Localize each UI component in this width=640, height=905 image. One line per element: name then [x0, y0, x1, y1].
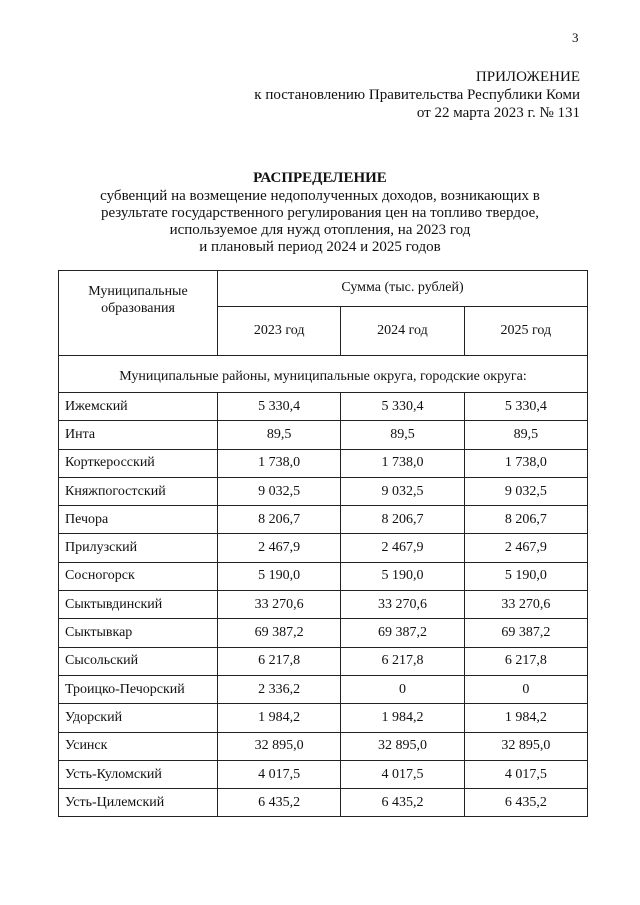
- value-2023: 8 206,7: [218, 506, 341, 534]
- table-row: [59, 647, 588, 675]
- table-row: [59, 477, 588, 505]
- value-2024: 89,5: [341, 421, 464, 449]
- value-2023: 6 217,8: [218, 647, 341, 675]
- value-2023: 5 330,4: [218, 393, 341, 421]
- header-year-2024: 2024 год: [341, 306, 464, 355]
- value-2024: 0: [341, 675, 464, 703]
- value-2024: 32 895,0: [341, 732, 464, 760]
- value-2024: 2 467,9: [341, 534, 464, 562]
- distribution-table: [58, 270, 588, 817]
- value-2024: 1 738,0: [341, 449, 464, 477]
- value-2023: 2 467,9: [218, 534, 341, 562]
- table-row: [59, 506, 588, 534]
- table-row: [59, 675, 588, 703]
- value-2025: 1 984,2: [464, 704, 587, 732]
- municipality-name: Прилузский: [59, 534, 218, 562]
- header-year-2025: 2025 год: [464, 306, 587, 355]
- municipality-name: Сыктывдинский: [59, 591, 218, 619]
- appendix-label: ПРИЛОЖЕНИЕ: [475, 69, 580, 85]
- value-2024: 6 217,8: [341, 647, 464, 675]
- page-number: 3: [572, 30, 579, 45]
- municipality-name: Усть-Куломский: [59, 760, 218, 788]
- value-2023: 1 738,0: [218, 449, 341, 477]
- value-2024: 69 387,2: [341, 619, 464, 647]
- municipality-name: Ижемский: [59, 393, 218, 421]
- value-2024: 1 984,2: [341, 704, 464, 732]
- value-2025: 2 467,9: [464, 534, 587, 562]
- value-2023: 1 984,2: [218, 704, 341, 732]
- value-2024: 5 330,4: [341, 393, 464, 421]
- table-row: [59, 421, 588, 449]
- header-municipalities: Муниципальные образования: [59, 271, 218, 356]
- title-line-1: субвенций на возмещение недополученных доходов, возникающих в: [100, 188, 540, 204]
- table-row: [59, 534, 588, 562]
- table-row: [59, 591, 588, 619]
- value-2025: 32 895,0: [464, 732, 587, 760]
- appendix-header: [254, 68, 580, 122]
- value-2024: 6 435,2: [341, 789, 464, 817]
- value-2025: 5 330,4: [464, 393, 587, 421]
- value-2023: 32 895,0: [218, 732, 341, 760]
- value-2023: 4 017,5: [218, 760, 341, 788]
- municipality-name: Троицко-Печорский: [59, 675, 218, 703]
- document-title: [0, 170, 640, 256]
- table-row: [59, 562, 588, 590]
- table-row: [59, 789, 588, 817]
- appendix-resolution: к постановлению Правительства Республики Коми: [254, 87, 580, 103]
- value-2025: 89,5: [464, 421, 587, 449]
- value-2023: 33 270,6: [218, 591, 341, 619]
- table-row: [59, 704, 588, 732]
- title-line-4: и плановый период 2024 и 2025 годов: [199, 239, 441, 255]
- title-line-2: результате государственного регулирования цен на топливо твердое,: [100, 205, 540, 221]
- municipality-name: Усинск: [59, 732, 218, 760]
- value-2023: 6 435,2: [218, 789, 341, 817]
- value-2025: 1 738,0: [464, 449, 587, 477]
- table-row: [59, 760, 588, 788]
- municipality-name: Усть-Цилемский: [59, 789, 218, 817]
- value-2025: 33 270,6: [464, 591, 587, 619]
- value-2024: 4 017,5: [341, 760, 464, 788]
- municipality-name: Инта: [59, 421, 218, 449]
- value-2023: 9 032,5: [218, 477, 341, 505]
- value-2025: 8 206,7: [464, 506, 587, 534]
- value-2025: 9 032,5: [464, 477, 587, 505]
- value-2023: 89,5: [218, 421, 341, 449]
- municipality-name: Княжпогостский: [59, 477, 218, 505]
- municipality-name: Корткеросский: [59, 449, 218, 477]
- value-2025: 6 217,8: [464, 647, 587, 675]
- table-row: [59, 732, 588, 760]
- table-row: [59, 393, 588, 421]
- municipality-name: Печора: [59, 506, 218, 534]
- title-heading: РАСПРЕДЕЛЕНИЕ: [253, 170, 387, 186]
- appendix-date: от 22 марта 2023 г. № 131: [416, 105, 580, 121]
- value-2025: 6 435,2: [464, 789, 587, 817]
- header-year-2023: 2023 год: [218, 306, 341, 355]
- value-2025: 5 190,0: [464, 562, 587, 590]
- municipality-name: Удорский: [59, 704, 218, 732]
- value-2024: 8 206,7: [341, 506, 464, 534]
- value-2024: 33 270,6: [341, 591, 464, 619]
- table-row: [59, 449, 588, 477]
- value-2023: 2 336,2: [218, 675, 341, 703]
- header-sum: Сумма (тыс. рублей): [218, 271, 588, 307]
- value-2024: 5 190,0: [341, 562, 464, 590]
- title-line-3: используемое для нужд отопления, на 2023 год: [169, 222, 471, 238]
- value-2025: 0: [464, 675, 587, 703]
- table-row: [59, 619, 588, 647]
- section-heading: Муниципальные районы, муниципальные округа, городские округа:: [59, 356, 588, 393]
- value-2025: 4 017,5: [464, 760, 587, 788]
- value-2023: 69 387,2: [218, 619, 341, 647]
- value-2024: 9 032,5: [341, 477, 464, 505]
- value-2023: 5 190,0: [218, 562, 341, 590]
- municipality-name: Сыктывкар: [59, 619, 218, 647]
- municipality-name: Сосногорск: [59, 562, 218, 590]
- municipality-name: Сысольский: [59, 647, 218, 675]
- value-2025: 69 387,2: [464, 619, 587, 647]
